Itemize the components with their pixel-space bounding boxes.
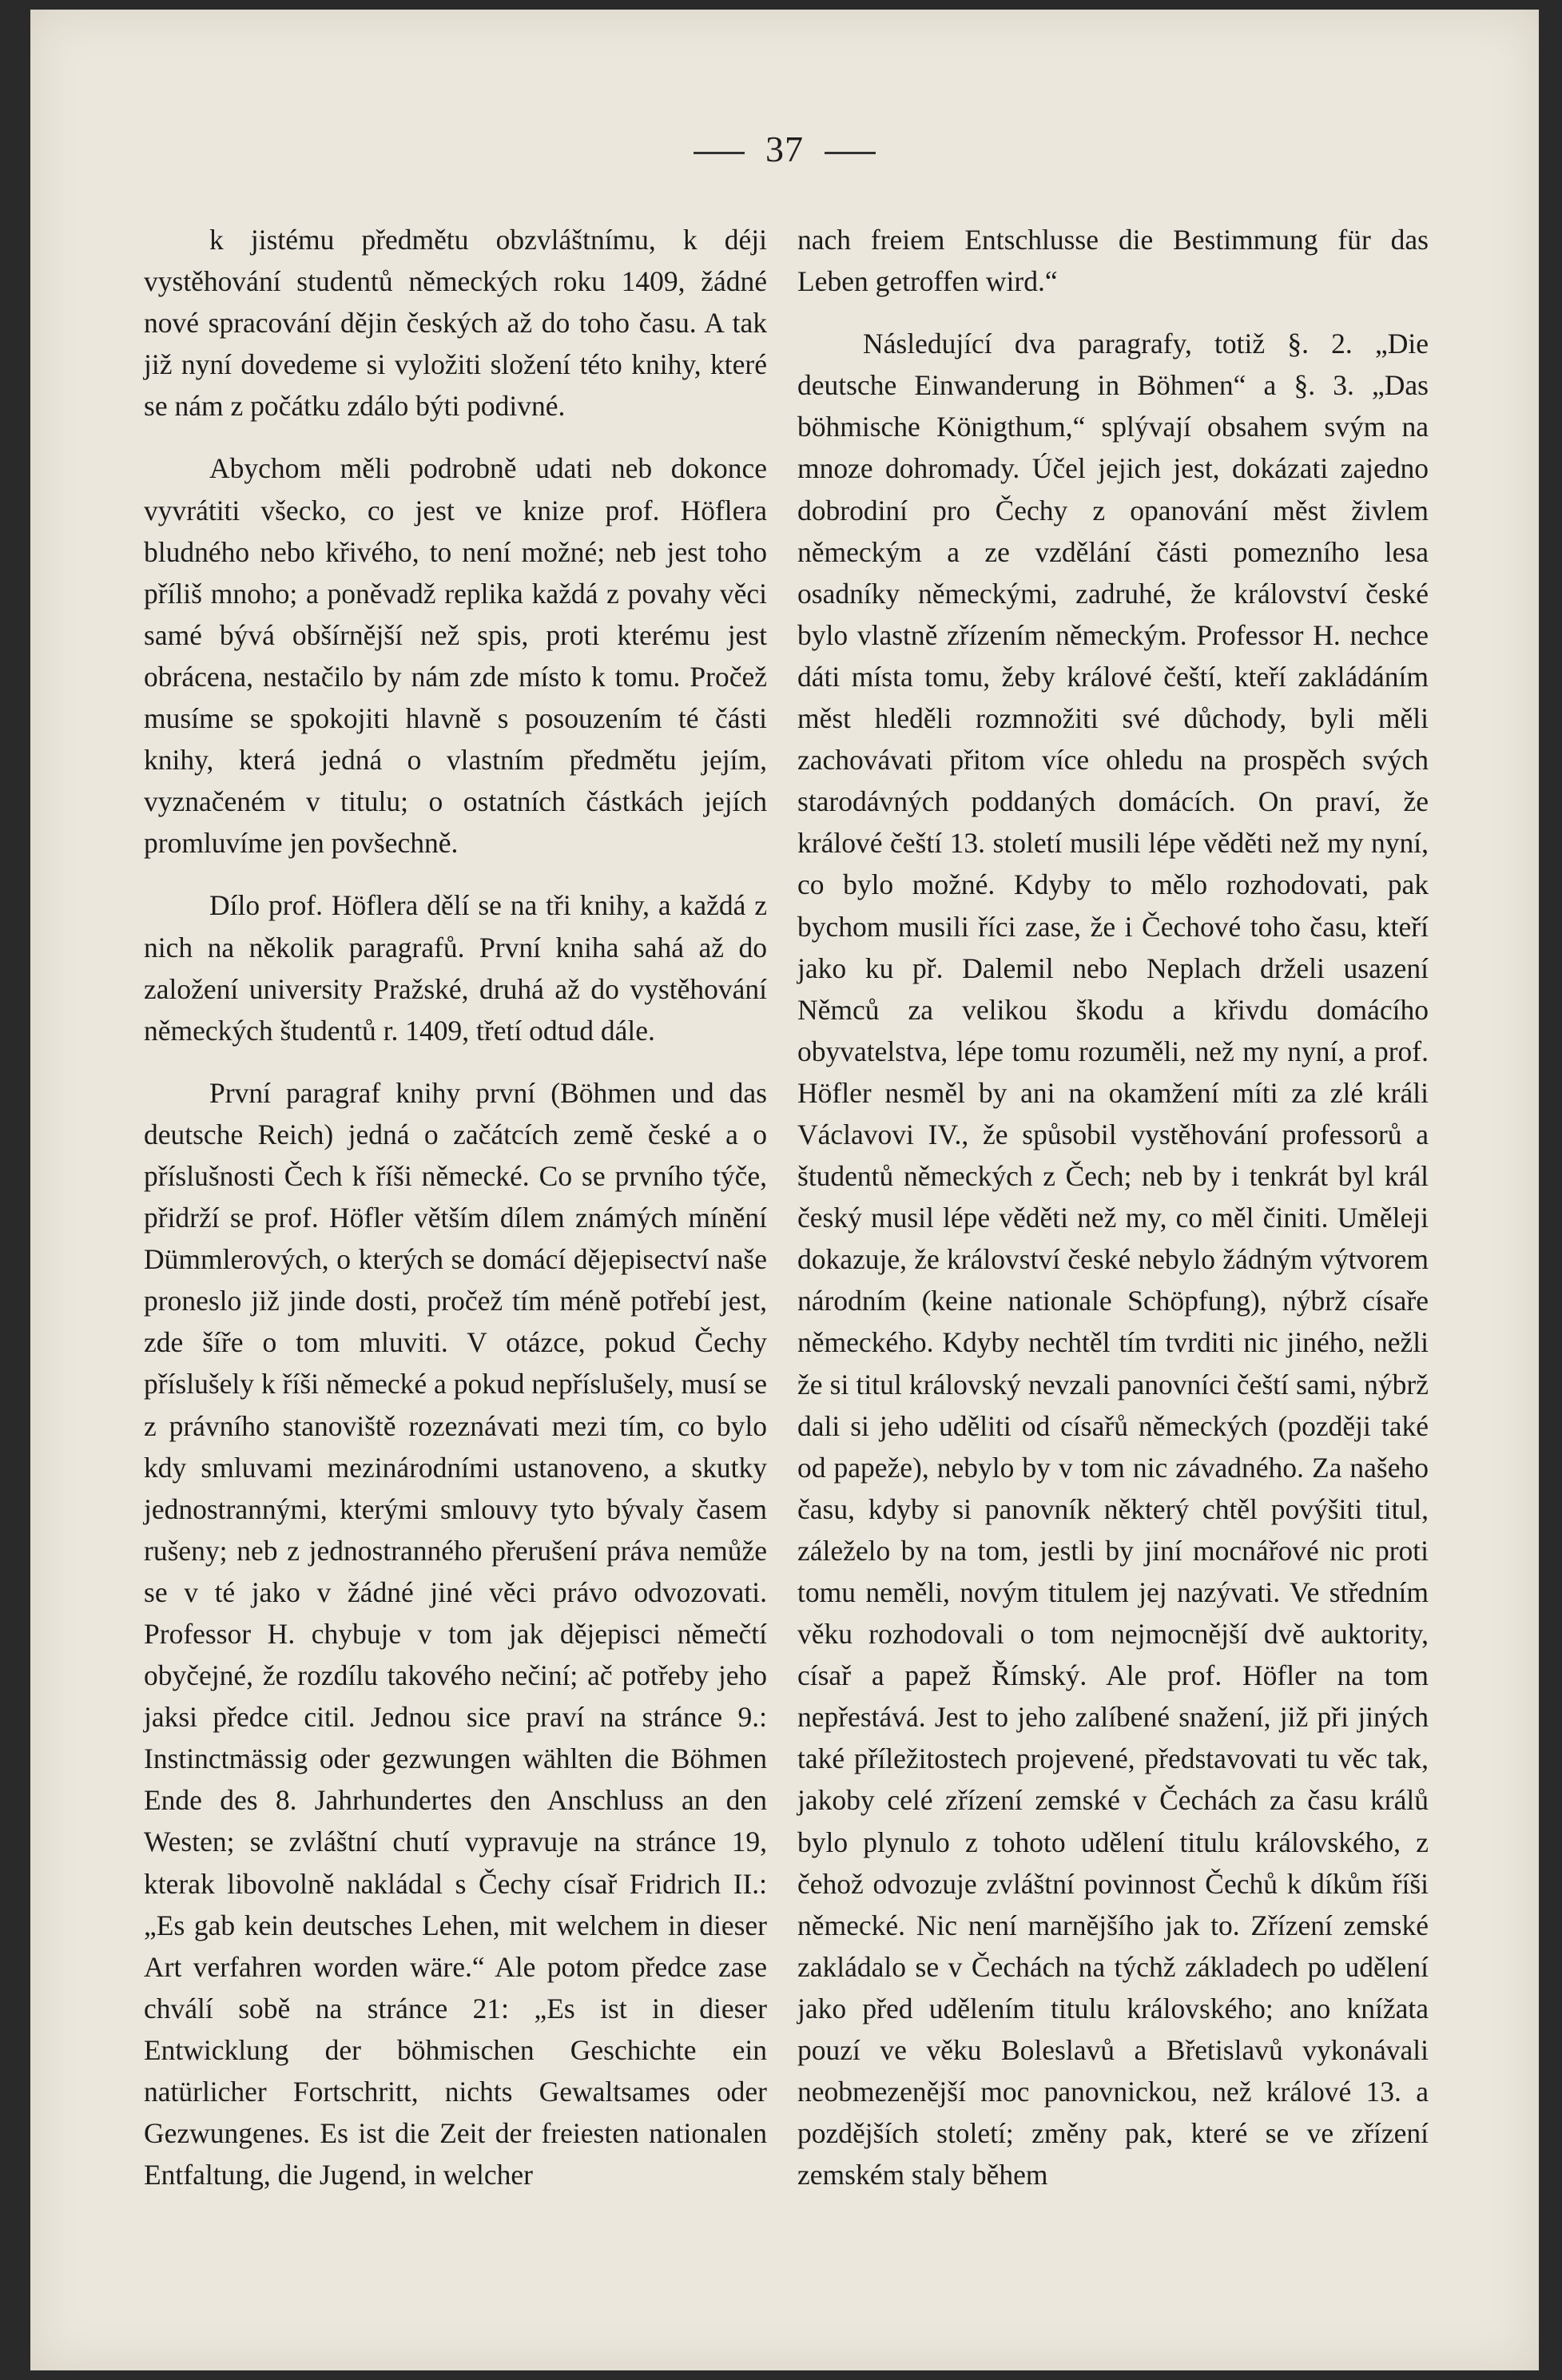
page-header <box>30 128 1539 170</box>
header-dash-left <box>694 152 745 154</box>
page-number: 37 <box>765 129 804 169</box>
paragraph: Dílo prof. Höflera dělí se na tři knihy, a každá z nich na několik paragrafů. První kniha sahá až do založení university Pražské, druhá až do vystěhování německých študentů r. 1409, třetí odtud dále. <box>144 889 767 1047</box>
paragraph: k jistému předmětu obzvláštnímu, k déji vystěhování studentů německých roku 1409, žádné nové spracování dějin českých až do toho času. A tak již nyní dovedeme si vyložiti složení této knihy, které se nám z počátku zdálo býti podivné. <box>144 224 767 423</box>
right-column <box>797 219 1429 2195</box>
paragraph: První paragraf knihy první (Böhmen und das deutsche Reich) jedná o začátcích země české a o příslušnosti Čech k říši německé. Co se prvního týče, přidrží se prof. Höfler větším dílem známých mínění Dümmlerových, o kterých se domácí dějepisectví naše proneslo již jinde dosti, pročež tím méně potřebí jest, zde šíře o tom mluviti. V otázce, pokud Čechy příslušely k říši německé a pokud nepříslušely, musí se z právního stanoviště rozeznávati mezi tím, co bylo kdy smluvami mezinárodními ustanoveno, a skutky jednostrannými, kterými smlouvy tyto bývaly časem rušeny; neb z jednostranného přerušení práva nemůže se v té jako v žádné jiné věci právo odvozovati. Professor H. chybuje v tom jak dějepisci němečtí obyčejné, že rozdílu takového nečiní; ač potřeby jeho jaksi předce citil. Jednou sice praví na stránce 9.: Instinctmässig oder gezwungen wählten die Böhmen Ende des 8. Jahrhundertes den Anschluss an den Westen; se zvláštní chutí vypravuje na stránce 19, kterak libovolně nakládal s Čechy císař Fridrich II.: „Es gab kein deutsches Lehen, mit welchem in dieser Art verfahren worden wäre.“ Ale potom předce zase chválí sobě na stránce 21: „Es ist in dieser Entwicklung der böhmischen Geschichte ein natürlicher Fortschritt, nichts Gewaltsames oder Gezwungenes. Es ist die Zeit der freiesten nationalen Entfaltung, die Jugend, in welcher <box>144 1076 767 2191</box>
paragraph: Abychom měli podrobně udati neb dokonce vyvrátiti všecko, co jest ve knize prof. Höflera bludného nebo křivého, to není možné; neb jest toho příliš mnoho; a poněvadž replika každá z povahy věci samé bývá obšírnější než spis, proti kterému jest obrácena, nestačilo by nám zde místo k tomu. Pročež musíme se spokojiti hlavně s posouzením té části knihy, která jedná o vlastním předmětu jejím, vyznačeném v titulu; o ostatních částkách jejích promluvíme jen povšechně. <box>144 452 767 860</box>
paragraph-continuation: nach freiem Entschlusse die Bestimmung für das Leben getroffen wird.“ <box>797 224 1429 298</box>
paragraph: Následující dva paragrafy, totiž §. 2. „Die deutsche Einwanderung in Böhmen“ a §. 3. „Das böhmische Königthum,“ splývají obsahem svým na mnoze dohromady. Účel jejich jest, dokázati zajedno dobrodiní pro Čechy z opanování měst živlem německým a ze vzdělání části pomezního lesa osadníky německými, zadruhé, že království české bylo vlastně zřízením německým. Professor H. nechce dáti místa tomu, žeby králové čeští, kteří zakládáním měst hleděli rozmnožiti své důchody, byli měli zachovávati přitom více ohledu na prospěch svých starodávných poddaných domácích. On praví, že králové čeští 13. století musili lépe věděti než my nyní, co bylo možné. Kdyby to mělo rozhodovati, pak bychom musili říci zase, že i Čechové toho času, kteří jako ku př. Dalemil nebo Neplach drželi usazení Němců za velikou škodu a křivdu domácího obyvatelstva, lépe tomu rozuměli, než my nyní, a prof. Höfler nesměl by ani na okamžení míti za zlé králi Václavovi IV., že spůsobil vystěhování professorů a študentů německých z Čech; neb by i tenkrát byl král český musil lépe věděti než my, co měl činiti. Uměleji dokazuje, že království české nebylo žádným výtvorem národním (keine nationale Schöpfung), nýbrž císaře německého. Kdyby nechtěl tím tvrditi nic jiného, nežli že si titul královský nevzali panovníci čeští sami, nýbrž dali si jeho uděliti od císařů německých (později také od papeže), nebylo by v tom nic závadného. Za našeho času, kdyby si panovník některý chtěl povýšiti titul, záleželo by na tom, jestli by jiní mocnářové nic proti tomu neměli, novým titulem jej nazývati. Ve středním věku rozhodovali o tom nejmocnější dvě auktority, císař a papež Římský. Ale prof. Höfler na tom nepřestává. Jest to jeho zalíbené snažení, již při jiných také příležitostech projevené, představovati tu věc tak, jakoby celé zřízení zemské v Čechách za času králů bylo plynulo z tohoto udělení titulu královského, z čehož odvozuje zvláštní povinnost Čechů k díkům říši německé. Nic není marnějšího jak to. Zřízení zemské zakládalo se v Čechách na týchž základech po udělení jako před udělením titulu královského; ano knížata pouzí ve věku Boleslavů a Břetislavů vykonávali neobmezenější moc panovnickou, než králové 13. a pozdějších století; změny pak, které se ve zřízení zemském staly během <box>797 328 1429 2191</box>
header-dash-right <box>825 152 876 154</box>
left-column <box>144 219 767 2195</box>
document-page <box>30 10 1539 2370</box>
